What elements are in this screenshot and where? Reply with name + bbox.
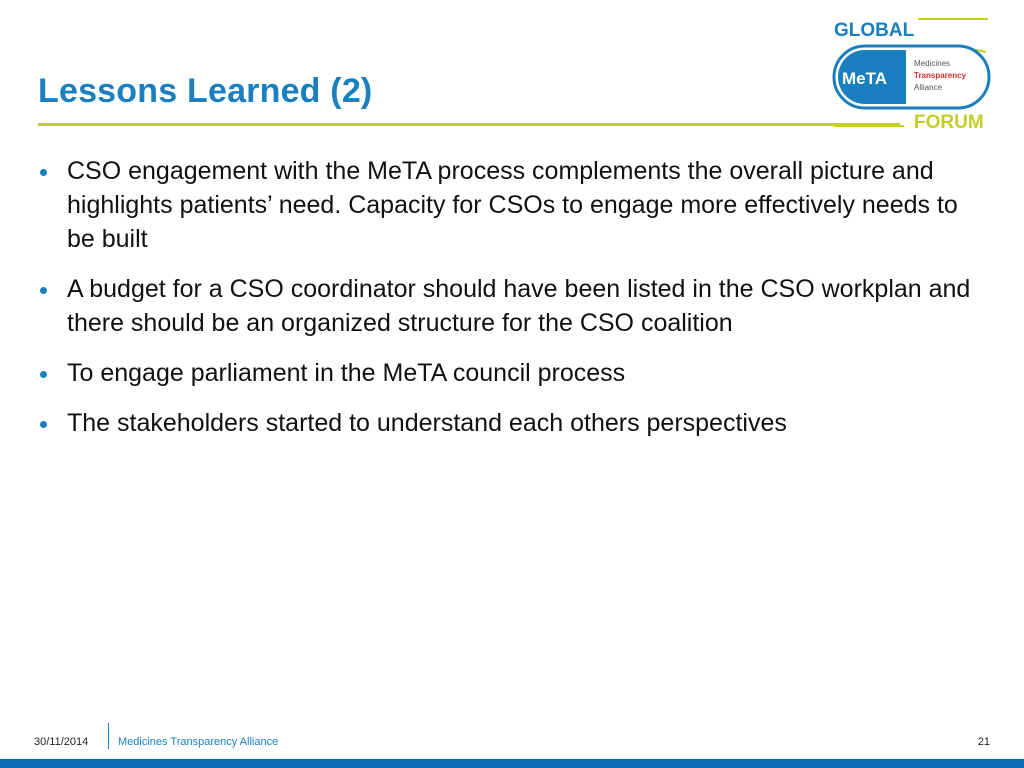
bullet-text: CSO engagement with the MeTA process complements the overall picture and highlights patients’ need. Capacity for CSOs to engage more effectively needs to be built	[67, 157, 958, 253]
footer-divider	[108, 723, 109, 749]
bullet-list	[38, 154, 988, 456]
logo-line2: Transparency	[914, 71, 967, 80]
bullet-text: To engage parliament in the MeTA council process	[67, 359, 626, 387]
bullet-dot-icon	[40, 421, 47, 428]
footer-date: 30/11/2014	[34, 736, 89, 748]
logo-line1: Medicines	[914, 59, 951, 68]
bullet-text: The stakeholders started to understand each others perspectives	[67, 409, 787, 437]
slide-title: Lessons Learned (2)	[38, 72, 373, 110]
bottom-bar	[0, 759, 1024, 768]
bullet-dot-icon	[40, 169, 47, 176]
bullet-item	[38, 356, 988, 390]
footer-organization: Medicines Transparency Alliance	[118, 736, 279, 748]
bullet-dot-icon	[40, 371, 47, 378]
logo-forum-text: FORUM	[914, 112, 984, 133]
logo-line3: Alliance	[914, 83, 943, 92]
logo-meta-text: MeTA	[842, 69, 888, 88]
meta-global-forum-logo	[826, 10, 996, 135]
title-underline	[38, 123, 900, 126]
bullet-text: A budget for a CSO coordinator should have been listed in the CSO workplan and there should be an organized structure for the CSO coalition	[67, 275, 971, 337]
page-number: 21	[977, 736, 990, 748]
logo-global-text: GLOBAL	[834, 20, 915, 41]
bullet-dot-icon	[40, 287, 47, 294]
bullet-item	[38, 406, 988, 440]
bullet-item	[38, 154, 988, 256]
bullet-item	[38, 272, 988, 340]
